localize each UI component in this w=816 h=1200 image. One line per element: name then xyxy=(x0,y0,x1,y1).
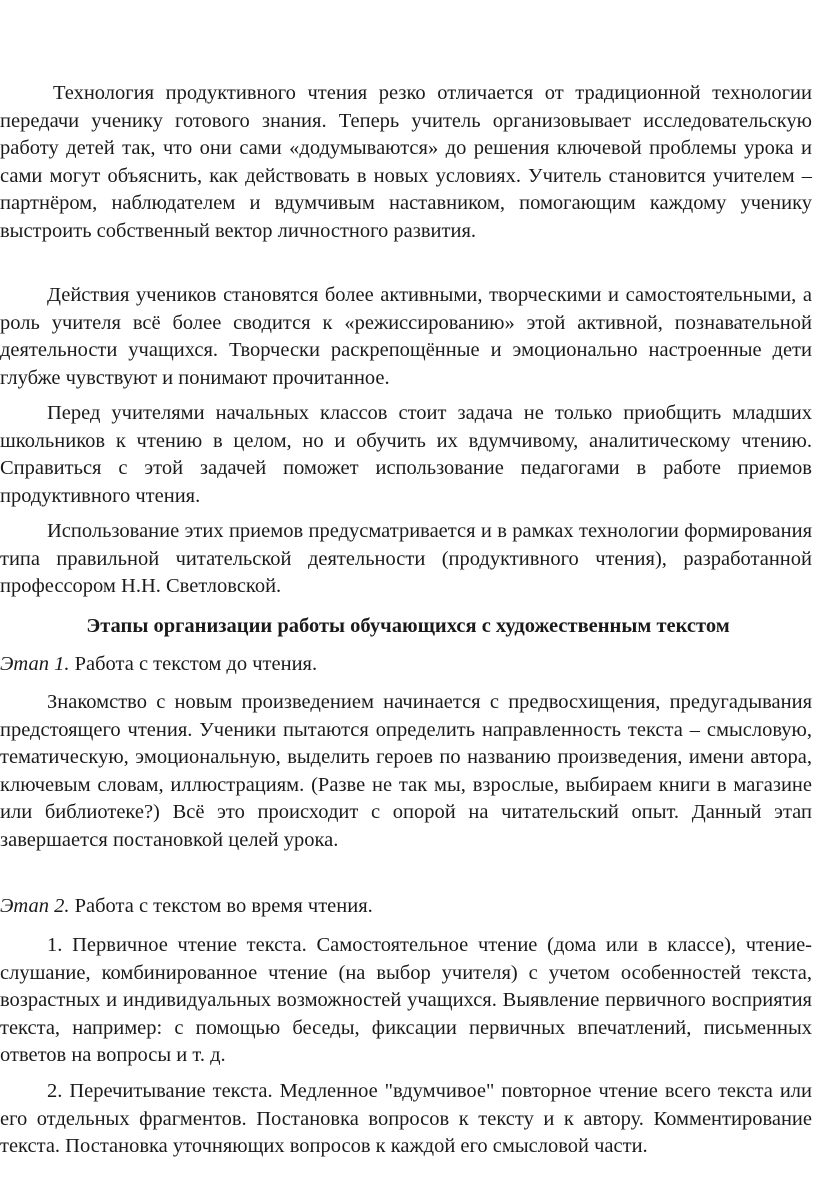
list-item-first-reading: 1. Первичное чтение текста. Самостоятельное чтение (дома или в классе), чтение-слушание, комбинированное чтение (на выбор учителя) с учетом особенностей текста, возрастных и индивидуальных возможностей учащихся. Выявление первичного восприятия текста, например: с помощью беседы, фиксации первичных впечатлений, письменных ответов на вопросы и т. д. xyxy=(0,934,812,1066)
stage-2-line xyxy=(0,893,812,921)
section-heading: Этапы организации работы обучающихся с художественным текстом xyxy=(86,615,730,637)
paragraph-stage-1: Знакомство с новым произведением начинается с предвосхищения, предугадывания предстоящего чтения. Ученики пытаются определить направленность текста – смысловую, тематическую, эмоциональную, выделить героев по названию произведения, имени автора, ключевым словам, иллюстрациям. (Разве не так мы, взрослые, выбираем книги в магазине или библиотеке?) Всё это происходит с опорой на читательский опыт. Данный этап завершается постановкой целей урока. xyxy=(0,691,812,851)
paragraph-teachers-task: Перед учителями начальных классов стоит задача не только приобщить младших школьников к чтению в целом, но и обучить их вдумчивому, аналитическому чтению. Справиться с этой задачей поможет использование педагогами в работе приемов продуктивного чтения. xyxy=(0,402,812,507)
list-item-rereading: 2. Перечитывание текста. Медленное "вдумчивое" повторное чтение всего текста или его отдельных фрагментов. Постановка вопросов к тексту и к автору. Комментирование текста. Постановка уточняющих вопросов к каждой его смысловой части. xyxy=(0,1080,812,1157)
stage-1-line xyxy=(0,651,812,679)
paragraph-technology-usage: Использование этих приемов предусматривается и в рамках технологии формирования типа правильной читательской деятельности (продуктивного чтения), разработанной профессором Н.Н. Светловской. xyxy=(0,520,812,597)
stage-1-text: Работа с текстом до чтения. xyxy=(69,653,318,675)
paragraph-intro: Технология продуктивного чтения резко отличается от традиционной технологии передачи ученику готового знания. Теперь учитель организовывает исследовательскую работу детей так, что они сами «додумываются» до решения ключевой проблемы урока и сами могут объяснить, как действовать в новых условиях. Учитель становится учителем – партнёром, наблюдателем и вдумчивым наставником, помогающим каждому ученику выстроить собственный вектор личностного развития. xyxy=(0,82,812,242)
stage-2-text: Работа с текстом во время чтения. xyxy=(69,895,373,917)
stage-2-label: Этап 2. xyxy=(0,895,70,917)
stage-1-label: Этап 1. xyxy=(0,653,70,675)
paragraph-students-actions: Действия учеников становятся более активными, творческими и самостоятельными, а роль учителя всё более сводится к «режиссированию» этой активной, познавательной деятельности учащихся. Творчески раскрепощённые и эмоционально настроенные дети глубже чувствуют и понимают прочитанное. xyxy=(0,284,812,389)
